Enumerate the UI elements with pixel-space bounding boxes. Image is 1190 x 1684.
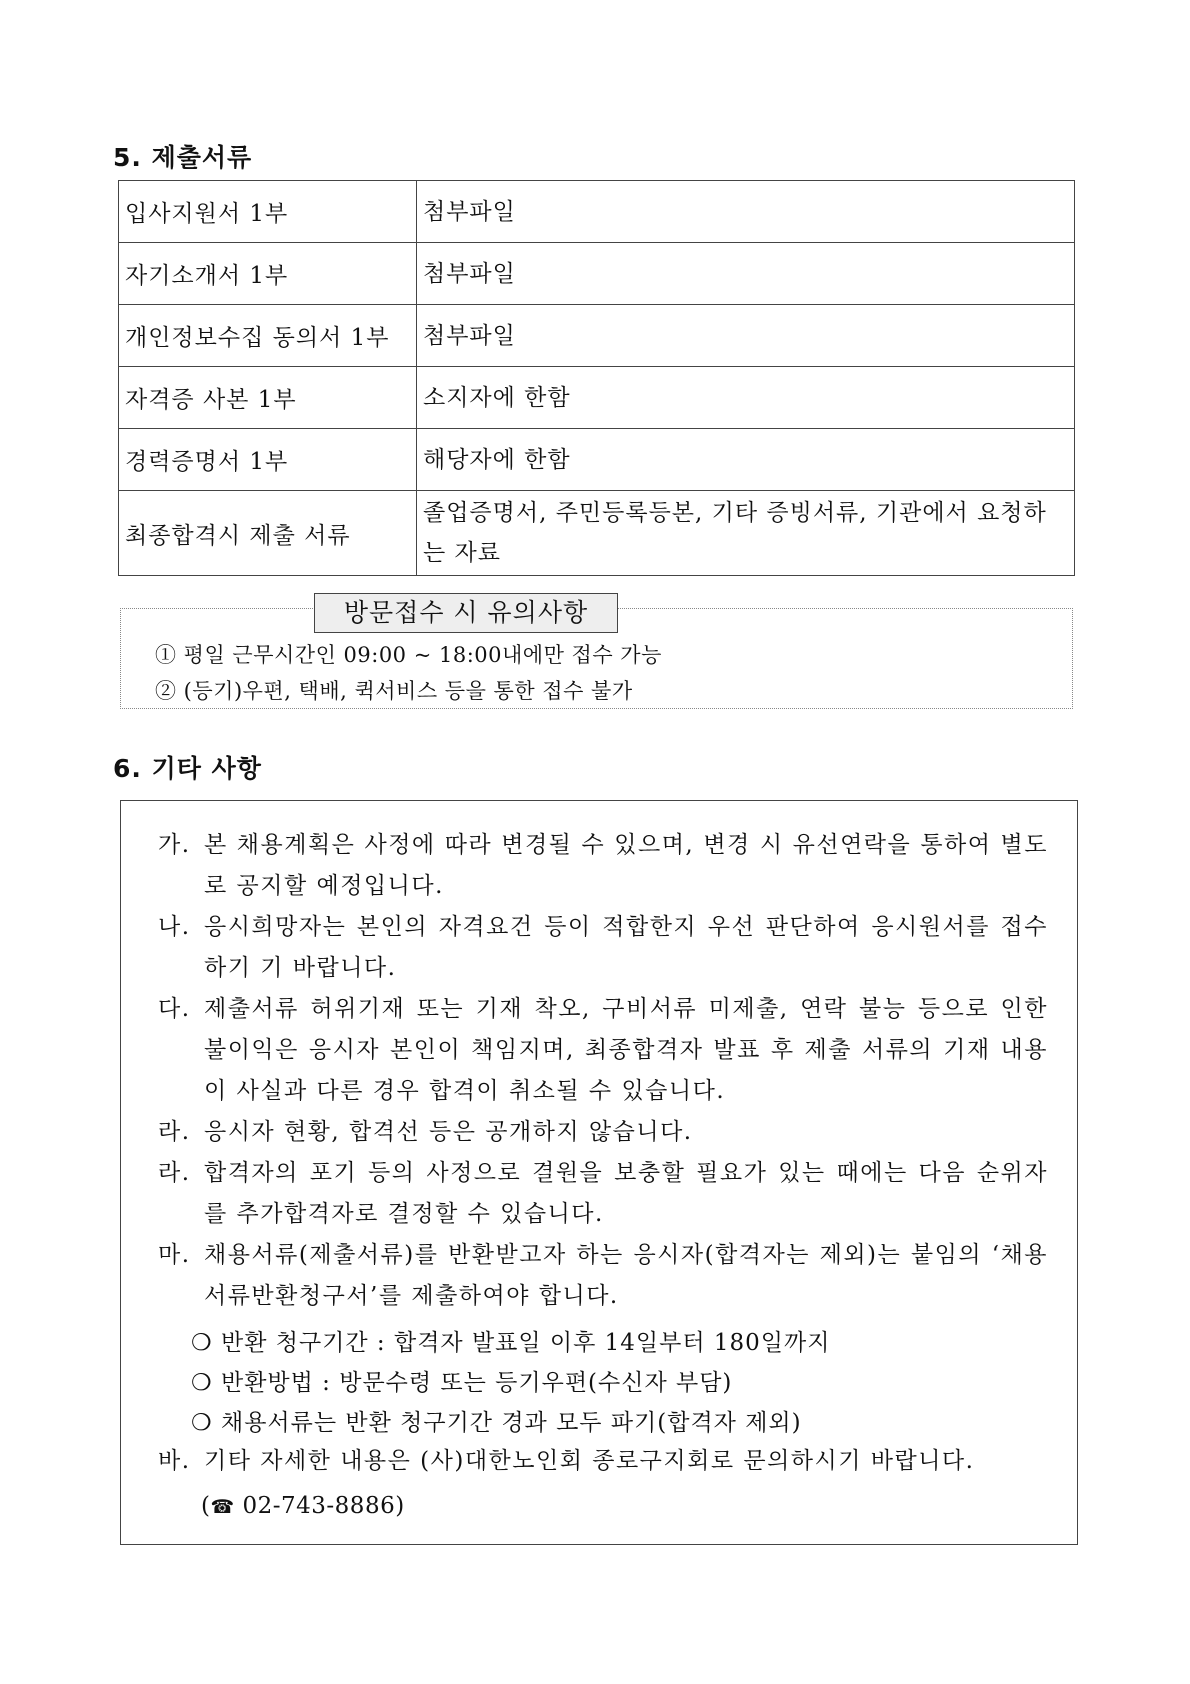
circle-bullet-icon: ❍ — [191, 1370, 213, 1396]
notice-title: 방문접수 시 유의사항 — [314, 593, 618, 633]
phone-contact — [201, 1493, 405, 1519]
doc-name: 입사지원서 1부 — [119, 181, 417, 243]
bullet-text: 채용서류는 반환 청구기간 경과 모두 파기(합격자 제외) — [221, 1410, 802, 1436]
doc-note: 첨부파일 — [417, 243, 1075, 305]
phone-close: ) — [395, 1493, 405, 1519]
list-item — [158, 907, 1048, 989]
list-item — [158, 825, 1048, 907]
item-text: 합격자의 포기 등의 사정으로 결원을 보충할 필요가 있는 때에는 다음 순위자를 추가합격자로 결정할 수 있습니다. — [204, 1160, 1048, 1227]
doc-note: 소지자에 한함 — [417, 367, 1075, 429]
table-row — [119, 243, 1075, 305]
list-item — [158, 1441, 1048, 1482]
visit-notice-box — [120, 598, 1073, 709]
section-5-heading: 5. 제출서류 — [113, 143, 253, 172]
item-text: 채용서류(제출서류)를 반환받고자 하는 응시자(합격자는 제외)는 붙임의 ‘채용서류반환청구서’를 제출하여야 합니다. — [204, 1242, 1048, 1309]
item-text: 기타 자세한 내용은 (사)대한노인회 종로구지회로 문의하시기 바랍니다. — [204, 1448, 975, 1474]
list-item — [158, 989, 1048, 1112]
doc-note: 첨부파일 — [417, 305, 1075, 367]
table-row — [119, 491, 1075, 576]
phone-number: 02-743-8886 — [242, 1493, 396, 1519]
item-text: 본 채용계획은 사정에 따라 변경될 수 있으며, 변경 시 유선연락을 통하여 별도로 공지할 예정입니다. — [204, 832, 1048, 899]
doc-note: 졸업증명서, 주민등록등본, 기타 증빙서류, 기관에서 요청하는 자료 — [417, 491, 1075, 576]
doc-name: 자기소개서 1부 — [119, 243, 417, 305]
doc-name: 최종합격시 제출 서류 — [119, 491, 417, 576]
item-label: 다. — [158, 996, 191, 1022]
item-label: 마. — [158, 1242, 191, 1268]
item-label: 가. — [158, 832, 191, 858]
list-item — [158, 1153, 1048, 1235]
other-matters-box — [120, 800, 1078, 1545]
table-row — [119, 181, 1075, 243]
table-row — [119, 367, 1075, 429]
list-item — [158, 1112, 1048, 1153]
item-label: 라. — [158, 1160, 191, 1186]
doc-name: 자격증 사본 1부 — [119, 367, 417, 429]
table-row — [119, 305, 1075, 367]
item-label: 라. — [158, 1119, 191, 1145]
notice-line: ② (등기)우편, 택배, 퀵서비스 등을 통한 접수 불가 — [155, 679, 633, 703]
list-item — [158, 1235, 1048, 1317]
item-text: 제출서류 허위기재 또는 기재 착오, 구비서류 미제출, 연락 불능 등으로 인한 불이익은 응시자 본인이 책임지며, 최종합격자 발표 후 제출 서류의 기재 내용이 사실과 다른 경우 합격이 취소될 수 있습니다. — [204, 996, 1048, 1104]
bullet-item — [191, 1324, 830, 1357]
doc-name: 경력증명서 1부 — [119, 429, 417, 491]
circle-bullet-icon: ❍ — [191, 1330, 213, 1356]
item-label: 바. — [158, 1448, 191, 1474]
item-text: 응시자 현황, 합격선 등은 공개하지 않습니다. — [204, 1119, 693, 1145]
phone-icon: ☎ — [210, 1496, 235, 1518]
doc-note: 첨부파일 — [417, 181, 1075, 243]
bullet-item — [191, 1364, 732, 1397]
item-label: 나. — [158, 914, 191, 940]
doc-note: 해당자에 한함 — [417, 429, 1075, 491]
documents-table — [118, 180, 1075, 576]
phone-open: ( — [201, 1493, 211, 1519]
bullet-item — [191, 1404, 802, 1437]
section-6-heading: 6. 기타 사항 — [113, 754, 262, 783]
item-text: 응시희망자는 본인의 자격요건 등이 적합한지 우선 판단하여 응시원서를 접수하기 기 바랍니다. — [204, 914, 1048, 981]
notice-line: ① 평일 근무시간인 09:00 ~ 18:00내에만 접수 가능 — [155, 643, 662, 667]
table-row — [119, 429, 1075, 491]
doc-name: 개인정보수집 동의서 1부 — [119, 305, 417, 367]
circle-bullet-icon: ❍ — [191, 1410, 213, 1436]
bullet-text: 반환방법 : 방문수령 또는 등기우편(수신자 부담) — [221, 1370, 733, 1396]
bullet-text: 반환 청구기간 : 합격자 발표일 이후 14일부터 180일까지 — [221, 1330, 831, 1356]
